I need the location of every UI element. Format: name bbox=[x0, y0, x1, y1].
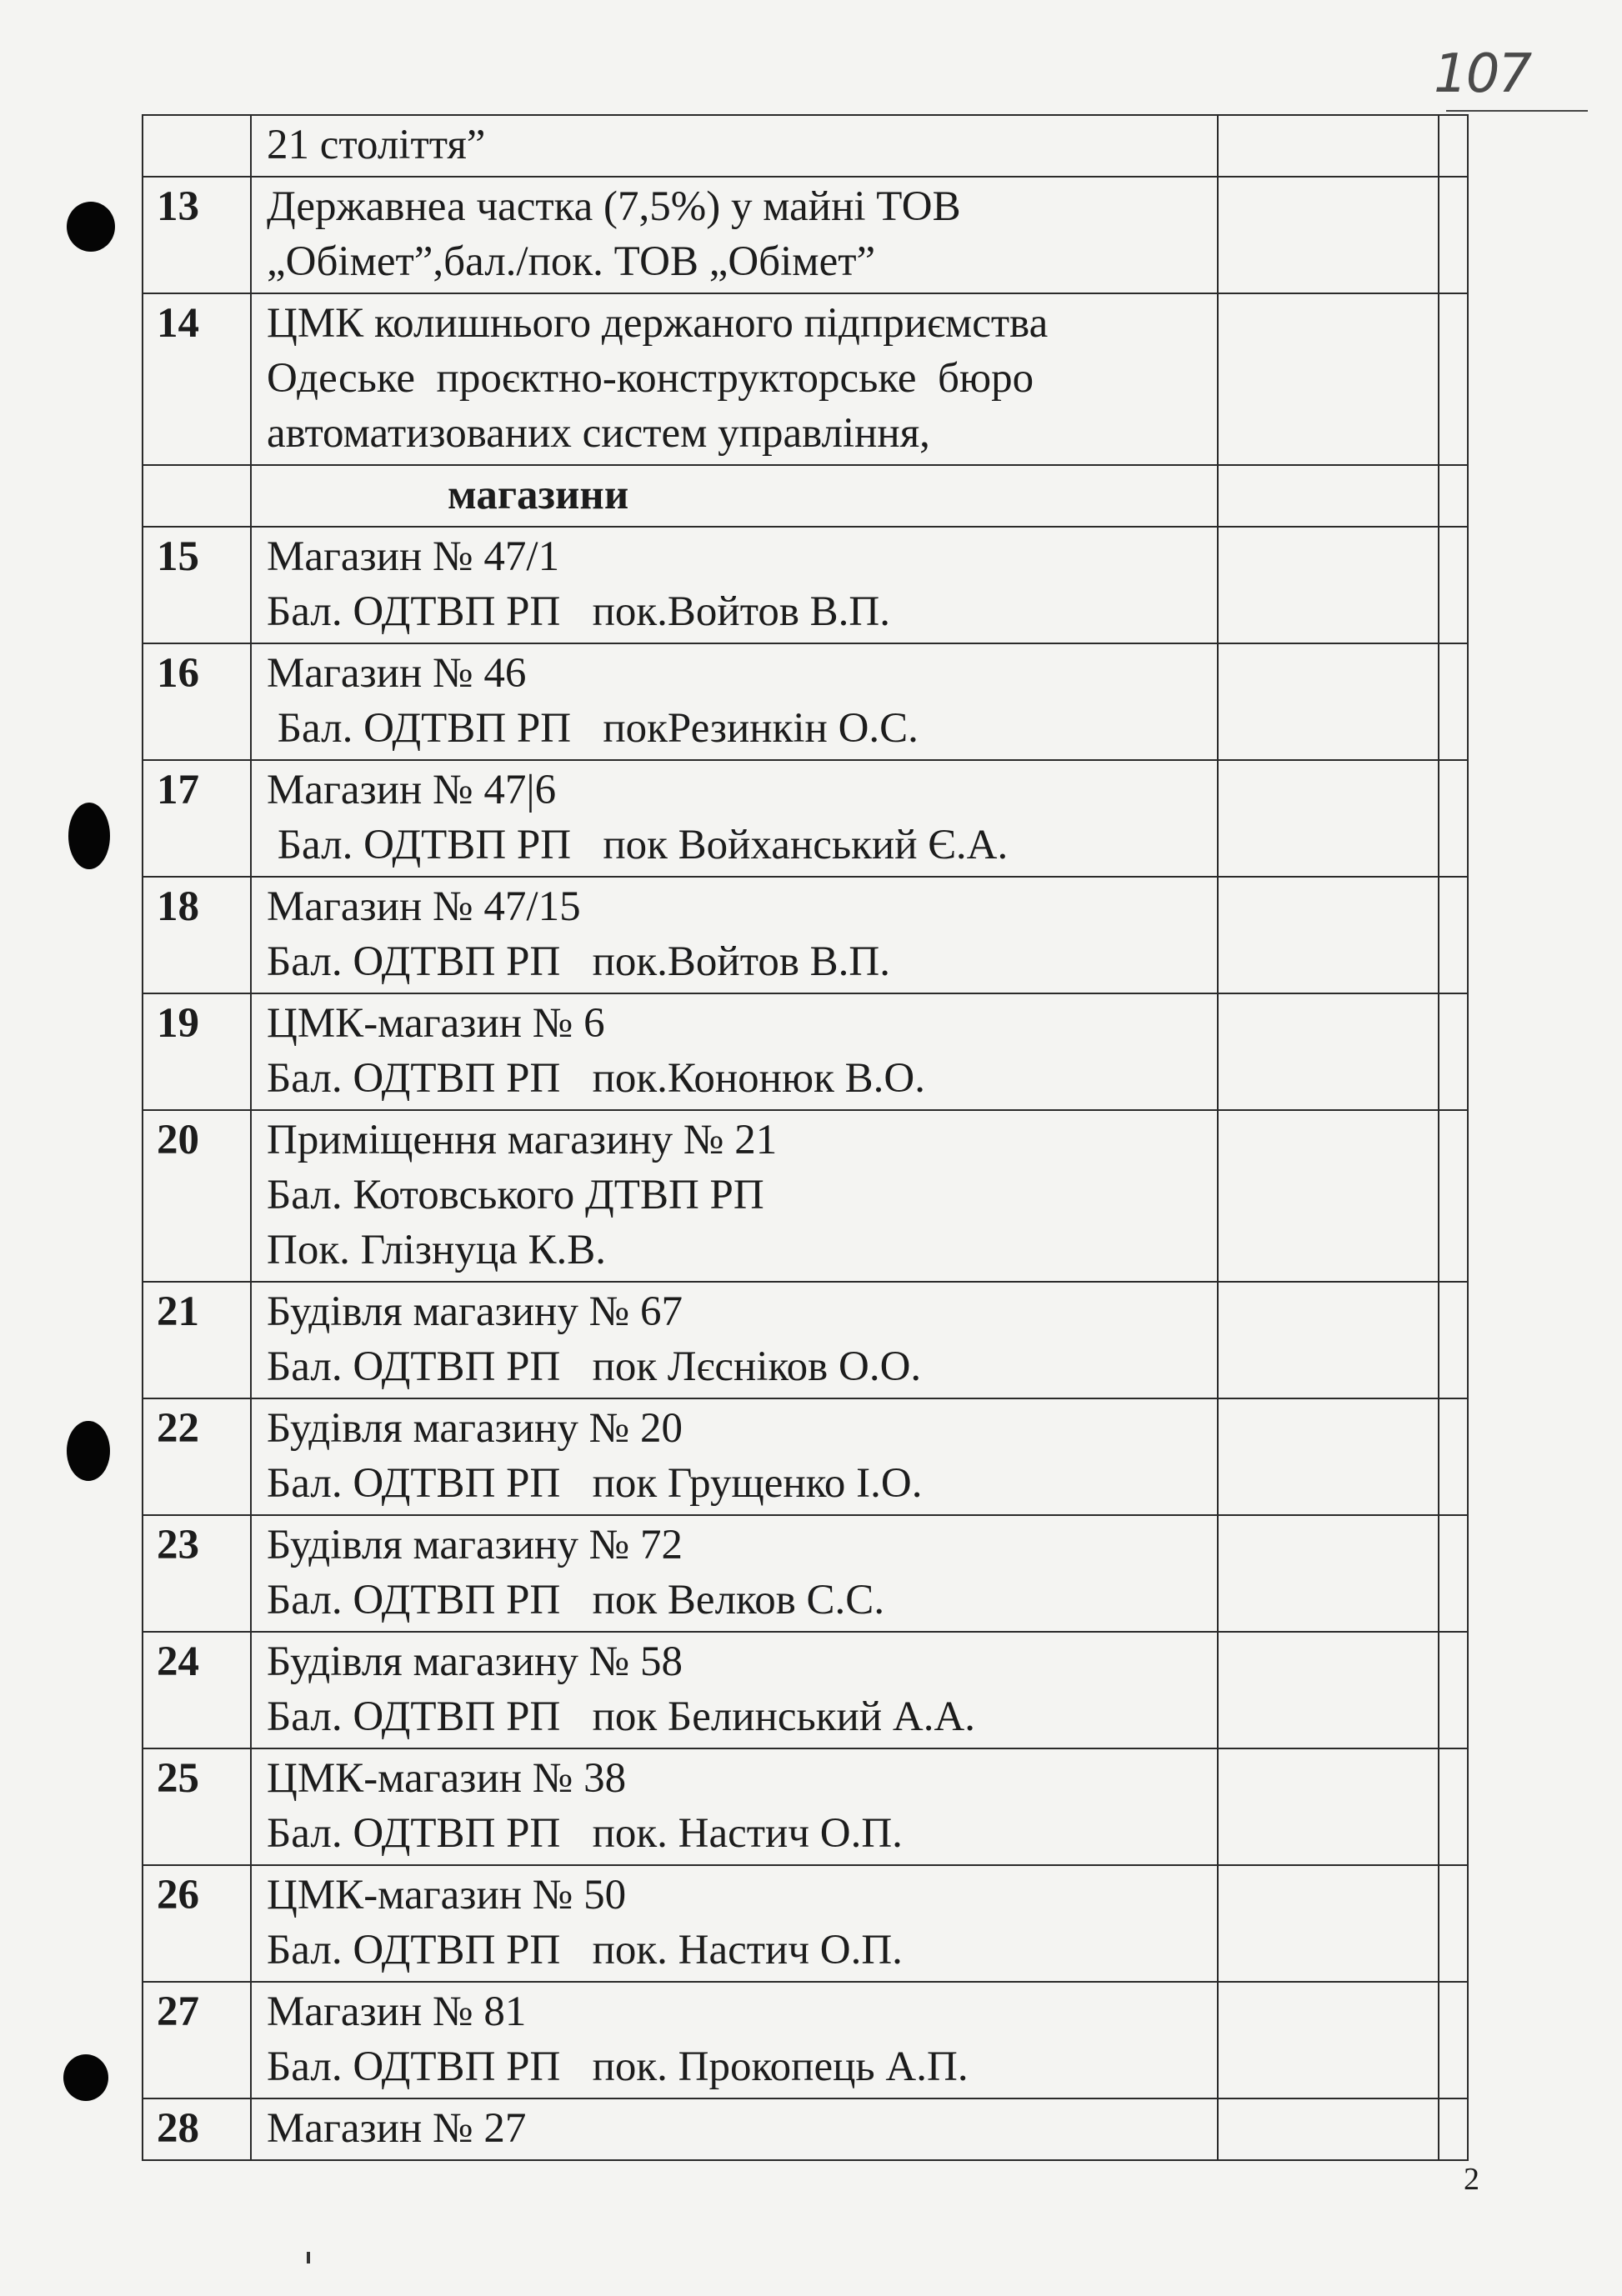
table-row bbox=[143, 293, 1468, 465]
page-number: 2 bbox=[1464, 2162, 1479, 2197]
empty-cell bbox=[1439, 1110, 1468, 1282]
empty-cell bbox=[1218, 1748, 1439, 1865]
description-line: Одеське проєктно-конструкторське бюро bbox=[267, 355, 1034, 402]
row-description bbox=[251, 1110, 1218, 1282]
row-number: 23 bbox=[143, 1515, 251, 1632]
empty-cell bbox=[1218, 1398, 1439, 1515]
table-row bbox=[143, 1282, 1468, 1398]
row-description bbox=[251, 1632, 1218, 1748]
description-line: Магазин № 47/15 bbox=[267, 883, 581, 930]
empty-cell bbox=[1439, 643, 1468, 760]
row-description bbox=[251, 293, 1218, 465]
empty-cell bbox=[1218, 1110, 1439, 1282]
table-row bbox=[143, 1110, 1468, 1282]
row-description bbox=[251, 877, 1218, 993]
row-description bbox=[251, 177, 1218, 293]
empty-cell bbox=[1439, 1748, 1468, 1865]
empty-cell bbox=[1218, 527, 1439, 643]
row-description bbox=[251, 643, 1218, 760]
description-line: Бал. ОДТВП РП покРезинкін О.С. bbox=[267, 705, 919, 752]
description-line: Приміщення магазину № 21 bbox=[267, 1117, 778, 1163]
assets-table bbox=[142, 114, 1469, 2161]
description-line: 21 століття” bbox=[267, 122, 486, 168]
empty-cell bbox=[1218, 1632, 1439, 1748]
description-line: Бал. Котовського ДТВП РП bbox=[267, 1172, 764, 1218]
row-description bbox=[251, 2098, 1218, 2160]
row-number: 20 bbox=[143, 1110, 251, 1282]
empty-cell bbox=[1218, 1982, 1439, 2098]
description-line: ЦМК-магазин № 38 bbox=[267, 1755, 627, 1802]
description-line: Будівля магазину № 72 bbox=[267, 1522, 683, 1568]
description-line: автоматизованих систем управління, bbox=[267, 410, 930, 457]
row-number: 17 bbox=[143, 760, 251, 877]
table-row bbox=[143, 527, 1468, 643]
table-row bbox=[143, 993, 1468, 1110]
row-description bbox=[251, 1282, 1218, 1398]
row-number: 27 bbox=[143, 1982, 251, 2098]
description-line: Бал. ОДТВП РП пок Велков С.С. bbox=[267, 1577, 885, 1623]
description-line: Бал. ОДТВП РП пок. Прокопець А.П. bbox=[267, 2043, 969, 2090]
empty-cell bbox=[1218, 760, 1439, 877]
description-line: Бал. ОДТВП РП пок.Войтов В.П. bbox=[267, 938, 891, 985]
description-line: Бал. ОДТВП РП пок.Кононюк В.О. bbox=[267, 1055, 925, 1102]
empty-cell bbox=[1439, 1865, 1468, 1982]
description-line: Магазин № 47|6 bbox=[267, 767, 557, 813]
empty-cell bbox=[1439, 1982, 1468, 2098]
row-number: 19 bbox=[143, 993, 251, 1110]
row-number: 24 bbox=[143, 1632, 251, 1748]
row-description bbox=[251, 1748, 1218, 1865]
description-line: Магазин № 81 bbox=[267, 1988, 527, 2035]
section-row bbox=[143, 465, 1468, 527]
description-line: Бал. ОДТВП РП пок Грущенко І.О. bbox=[267, 1460, 923, 1507]
empty-cell bbox=[1218, 177, 1439, 293]
description-line: Будівля магазину № 58 bbox=[267, 1638, 683, 1685]
empty-cell bbox=[1439, 993, 1468, 1110]
empty-cell bbox=[1439, 177, 1468, 293]
table-row bbox=[143, 760, 1468, 877]
description-line: Бал. ОДТВП РП пок.Войтов В.П. bbox=[267, 588, 891, 635]
row-description bbox=[251, 115, 1218, 177]
header-rule bbox=[1446, 110, 1588, 112]
empty-cell bbox=[1439, 293, 1468, 465]
row-number: 16 bbox=[143, 643, 251, 760]
punch-hole-1 bbox=[67, 202, 115, 252]
description-line: ЦМК-магазин № 6 bbox=[267, 1000, 605, 1047]
table-row bbox=[143, 177, 1468, 293]
empty-cell bbox=[1218, 1515, 1439, 1632]
description-line: Бал. ОДТВП РП пок Войханський Є.А. bbox=[267, 822, 1009, 868]
empty-cell bbox=[1439, 877, 1468, 993]
row-number: 22 bbox=[143, 1398, 251, 1515]
description-line: ЦМК колишнього держаного підприємства bbox=[267, 300, 1049, 347]
row-number: 18 bbox=[143, 877, 251, 993]
row-number: 15 bbox=[143, 527, 251, 643]
empty-cell bbox=[1218, 993, 1439, 1110]
empty-cell bbox=[1218, 115, 1439, 177]
empty-cell bbox=[1218, 2098, 1439, 2160]
empty-cell bbox=[1218, 465, 1439, 527]
row-description bbox=[251, 1982, 1218, 2098]
table-row bbox=[143, 2098, 1468, 2160]
empty-cell bbox=[1439, 1515, 1468, 1632]
description-line: Бал. ОДТВП РП пок. Настич О.П. bbox=[267, 1927, 903, 1973]
empty-cell bbox=[1218, 643, 1439, 760]
empty-cell bbox=[1218, 1282, 1439, 1398]
empty-cell bbox=[1218, 877, 1439, 993]
empty-cell bbox=[1439, 1632, 1468, 1748]
punch-hole-3 bbox=[67, 1421, 110, 1481]
row-number: 26 bbox=[143, 1865, 251, 1982]
description-line: Магазин № 46 bbox=[267, 650, 527, 697]
table-row bbox=[143, 1865, 1468, 1982]
row-description bbox=[251, 760, 1218, 877]
handwritten-page-number: 107 bbox=[1434, 43, 1531, 105]
empty-cell bbox=[1218, 293, 1439, 465]
description-line: Бал. ОДТВП РП пок Белинський А.А. bbox=[267, 1693, 976, 1740]
row-number: 13 bbox=[143, 177, 251, 293]
row-description bbox=[251, 1865, 1218, 1982]
stray-mark bbox=[307, 2252, 310, 2263]
table-row bbox=[143, 115, 1468, 177]
description-line: Будівля магазину № 20 bbox=[267, 1405, 683, 1452]
row-number: 28 bbox=[143, 2098, 251, 2160]
description-line: Бал. ОДТВП РП пок. Настич О.П. bbox=[267, 1810, 903, 1857]
row-description bbox=[251, 527, 1218, 643]
empty-cell bbox=[1218, 1865, 1439, 1982]
row-number: 21 bbox=[143, 1282, 251, 1398]
punch-hole-2 bbox=[68, 803, 110, 869]
row-number: 14 bbox=[143, 293, 251, 465]
row-description bbox=[251, 1515, 1218, 1632]
description-line: Будівля магазину № 67 bbox=[267, 1288, 683, 1335]
table-row bbox=[143, 1632, 1468, 1748]
empty-cell bbox=[1439, 115, 1468, 177]
row-number bbox=[143, 465, 251, 527]
description-line: Пок. Глізнуца К.В. bbox=[267, 1227, 607, 1273]
empty-cell bbox=[1439, 1398, 1468, 1515]
description-line: Державнеа частка (7,5%) у майні ТОВ bbox=[267, 183, 961, 230]
empty-cell bbox=[1439, 527, 1468, 643]
description-line: Магазин № 27 bbox=[267, 2105, 527, 2152]
empty-cell bbox=[1439, 760, 1468, 877]
row-description bbox=[251, 1398, 1218, 1515]
table-row bbox=[143, 1748, 1468, 1865]
row-description bbox=[251, 993, 1218, 1110]
empty-cell bbox=[1439, 2098, 1468, 2160]
section-title bbox=[251, 465, 1218, 527]
table-row bbox=[143, 877, 1468, 993]
description-line: ЦМК-магазин № 50 bbox=[267, 1872, 627, 1918]
description-line: „Обімет”,бал./пок. ТОВ „Обімет” bbox=[267, 238, 876, 285]
row-number bbox=[143, 115, 251, 177]
table-row bbox=[143, 1398, 1468, 1515]
description-line: Магазин № 47/1 bbox=[267, 533, 560, 580]
description-line: магазини bbox=[448, 472, 629, 518]
empty-cell bbox=[1439, 1282, 1468, 1398]
empty-cell bbox=[1439, 465, 1468, 527]
assets-table-body bbox=[143, 115, 1468, 2160]
table-row bbox=[143, 1515, 1468, 1632]
table-row bbox=[143, 643, 1468, 760]
table-row bbox=[143, 1982, 1468, 2098]
description-line: Бал. ОДТВП РП пок Лєсніков О.О. bbox=[267, 1343, 922, 1390]
punch-hole-4 bbox=[63, 2054, 108, 2101]
row-number: 25 bbox=[143, 1748, 251, 1865]
